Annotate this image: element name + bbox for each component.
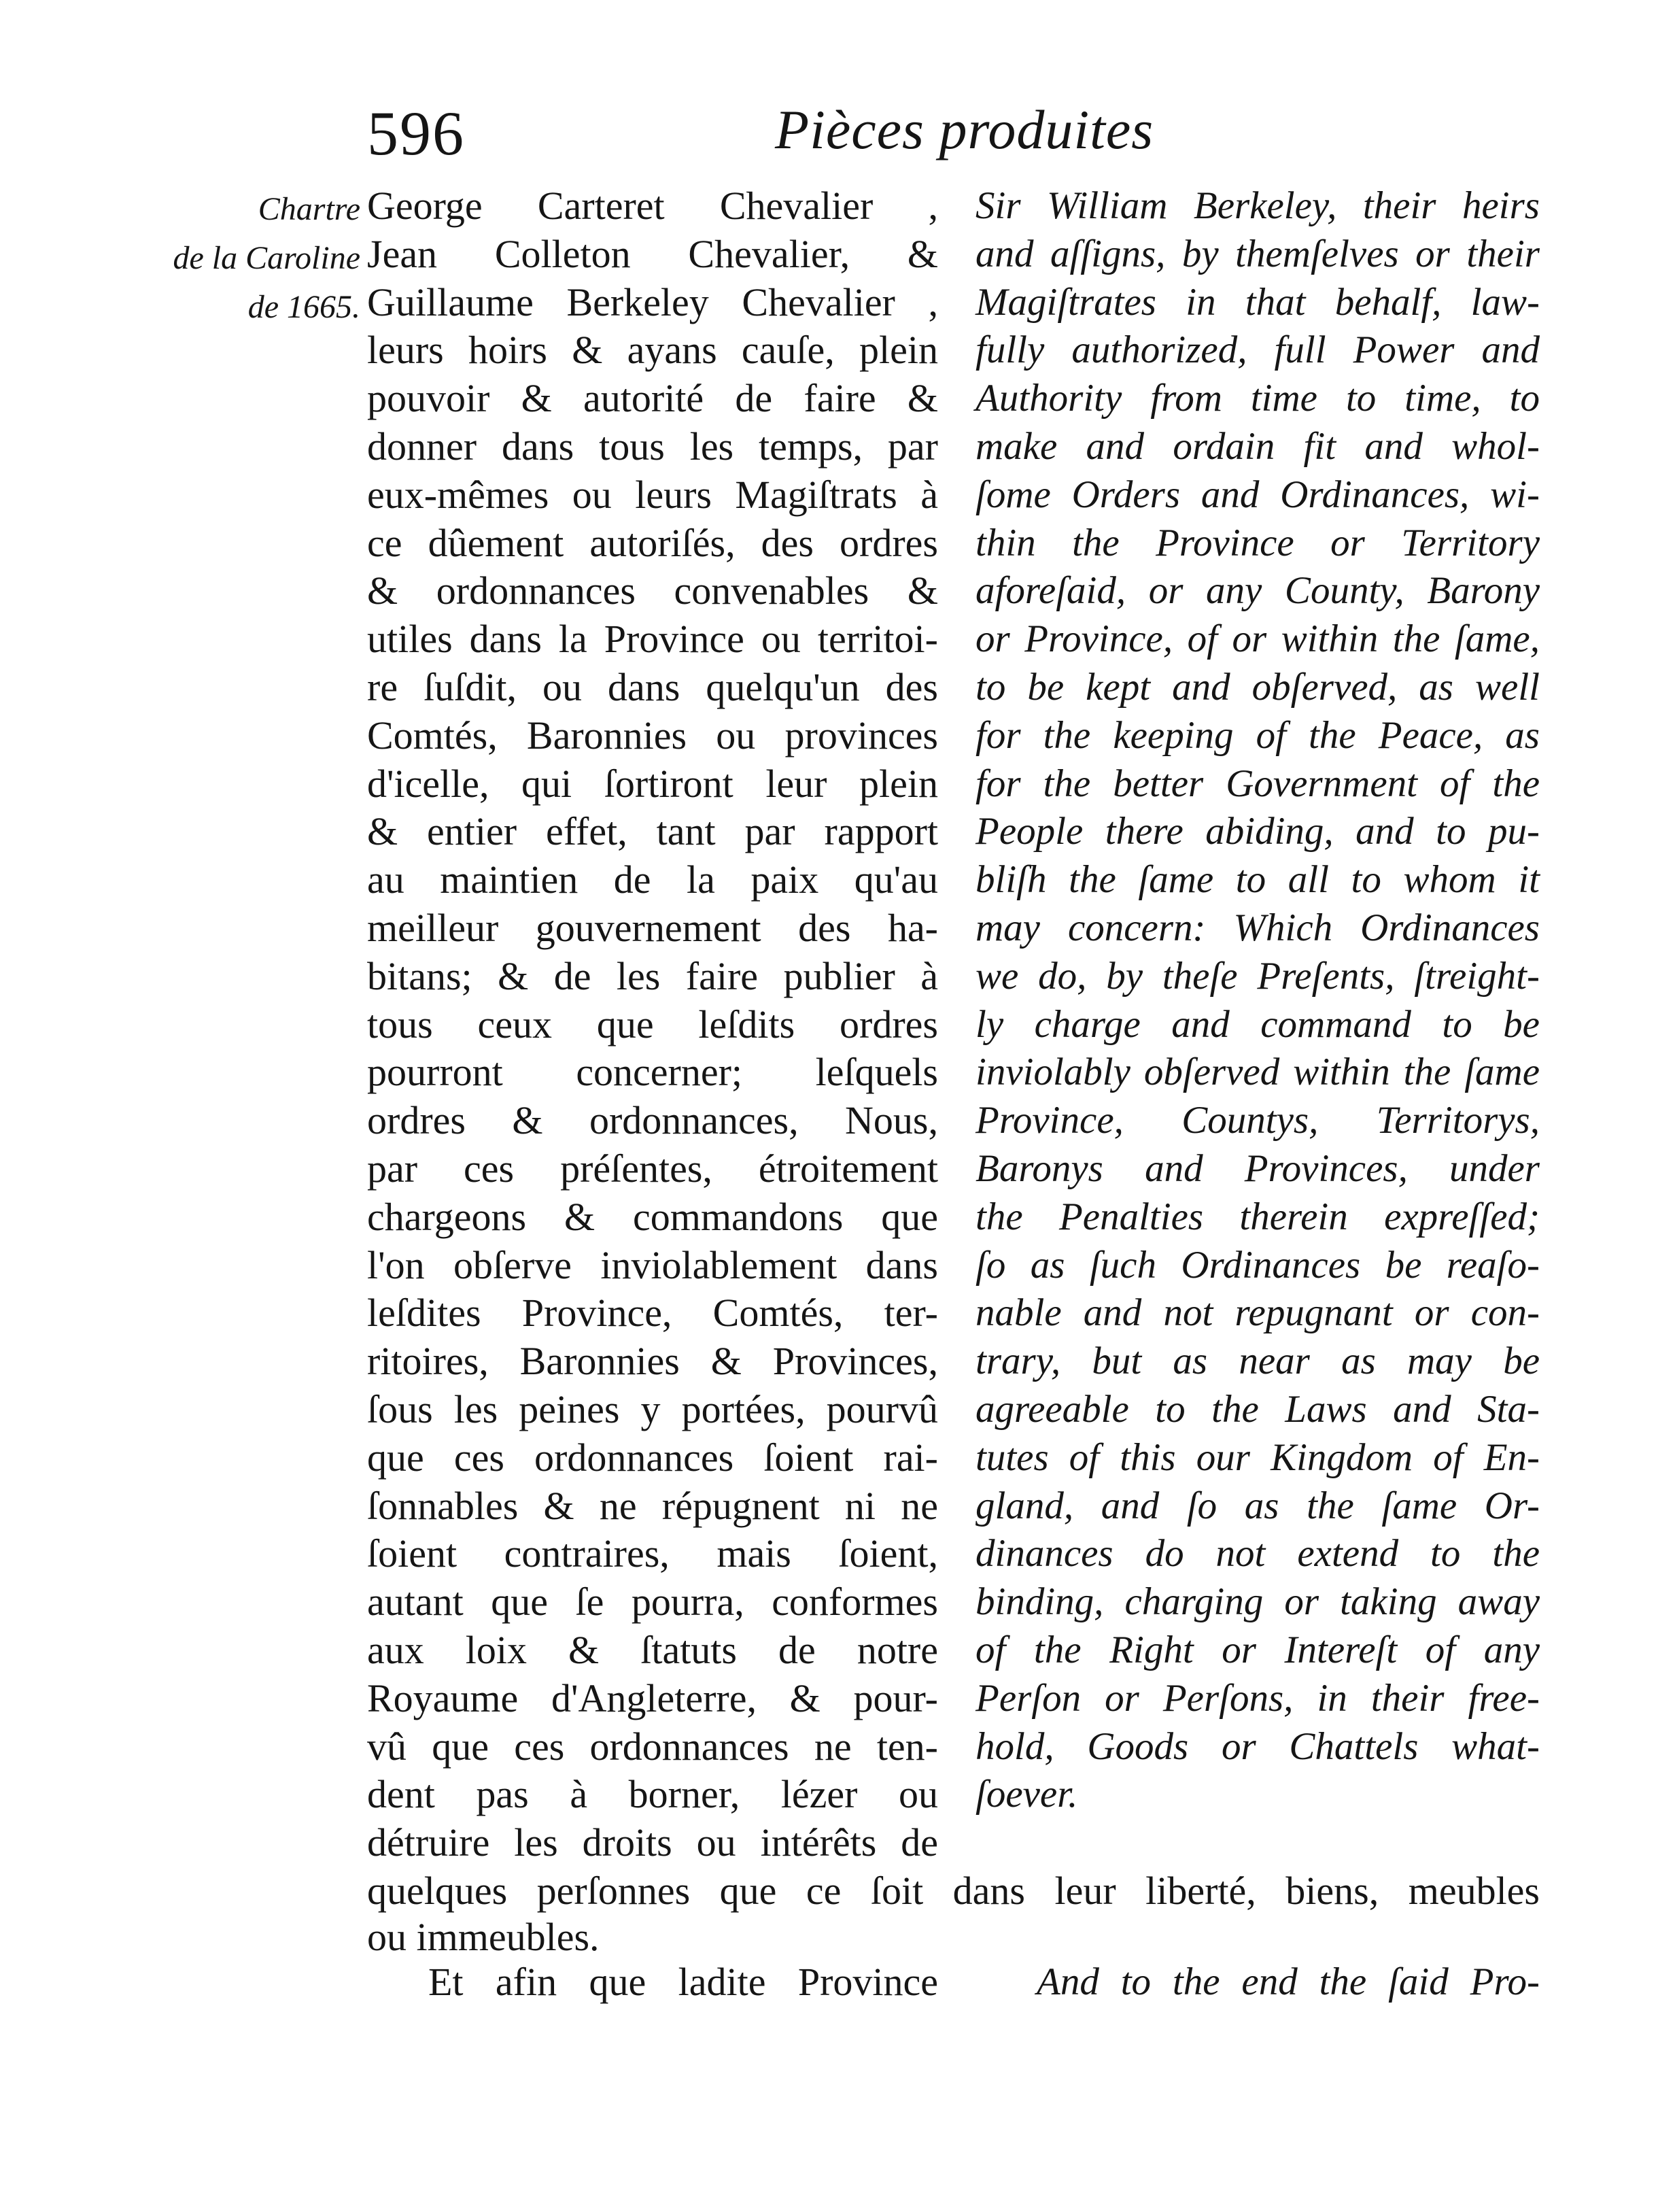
french-line: vû que ces ordonnances ne ten- (367, 1724, 938, 1769)
french-line: bitans; & de les faire publier à (367, 953, 938, 998)
french-line: par ces préſentes, étroitement (367, 1146, 938, 1191)
french-line: détruire les droits ou intérêts de (367, 1820, 938, 1865)
page-number: 596 (367, 99, 465, 168)
english-line: to be kept and obſerved, as well (975, 665, 1540, 709)
french-line: ſonnables & ne répugnent ni ne (367, 1483, 938, 1528)
french-line: & ordonnances convenables & (367, 568, 938, 613)
french-line: re ſuſdit, ou dans quelqu'un des (367, 664, 938, 709)
english-line: Perſon or Perſons, in their free- (975, 1676, 1540, 1720)
margin-note (102, 185, 360, 332)
french-line: autant que ſe pourra, conformes (367, 1580, 938, 1624)
french-line: donner dans tous les temps, par (367, 424, 938, 469)
english-line: hold, Goods or Chattels what- (975, 1724, 1540, 1768)
english-column (975, 182, 1540, 1819)
french-line: Comtés, Baronnies ou provinces (367, 713, 938, 758)
french-line: tous ceux que leſdits ordres (367, 1002, 938, 1047)
english-line: nable and not repugnant or con- (975, 1291, 1540, 1335)
english-line: inviolably obſerved within the ſame (975, 1051, 1540, 1094)
french-line: Guillaume Berkeley Chevalier , (367, 279, 938, 324)
french-paragraph-start: Et afin que ladite Province (428, 1960, 938, 2004)
french-line: au maintien de la paix qu'au (367, 857, 938, 902)
english-line: make and ordain fit and whol- (975, 424, 1540, 468)
full-width-line: ou immeubles. (367, 1915, 600, 1959)
french-line: l'on obſerve inviolablement dans (367, 1242, 938, 1287)
english-line: People there abiding, and to pu- (975, 810, 1540, 853)
english-paragraph-start: And to the end the ſaid Pro- (1037, 1960, 1540, 2003)
french-line: aux loix & ſtatuts de notre (367, 1627, 938, 1672)
french-line: leſdites Province, Comtés, ter- (367, 1291, 938, 1335)
french-line: ſous les peines y portées, pourvû (367, 1386, 938, 1431)
french-line: dent pas à borner, lézer ou (367, 1772, 938, 1817)
english-line: for the better Government of the (975, 762, 1540, 805)
english-line: Sir William Berkeley, their heirs (975, 184, 1540, 227)
english-line: dinances do not extend to the (975, 1532, 1540, 1576)
english-line: gland, and ſo as the ſame Or- (975, 1484, 1540, 1527)
english-line: thin the Province or Territory (975, 521, 1540, 564)
english-line: Province, Countys, Territorys, (975, 1099, 1540, 1142)
french-line: Royaume d'Angleterre, & pour- (367, 1675, 938, 1720)
french-line: chargeons & commandons que (367, 1194, 938, 1239)
running-title: Pièces produites (775, 99, 1154, 160)
english-line: ſo as ſuch Ordinances be reaſo- (975, 1243, 1540, 1287)
english-line: fully authorized, full Power and (975, 328, 1540, 372)
french-line: Jean Colleton Chevalier, & (367, 231, 938, 276)
english-line: we do, by theſe Preſents, ſtreight- (975, 954, 1540, 998)
english-line: trary, but as near as may be (975, 1340, 1540, 1383)
french-line: ce dûement autoriſés, des ordres (367, 520, 938, 565)
french-line: & entier effet, tant par rapport (367, 809, 938, 854)
french-line: d'icelle, qui ſortiront leur plein (367, 761, 938, 806)
full-width-line: quelques perſonnes que ce ſoit dans leur liberté, biens, meubles (367, 1869, 1540, 1913)
english-line: or Province, of or within the ſame, (975, 617, 1540, 661)
french-line: ordres & ordonnances, Nous, (367, 1098, 938, 1143)
french-line: ritoires, Baronnies & Provinces, (367, 1339, 938, 1384)
english-line: ſome Orders and Ordinances, wi- (975, 473, 1540, 516)
english-line: ſoever. (975, 1773, 1078, 1816)
french-column (367, 182, 938, 1867)
french-line: eux-mêmes ou leurs Magiſtrats à (367, 472, 938, 517)
english-line: for the keeping of the Peace, as (975, 713, 1540, 757)
french-line: meilleur gouvernement des ha- (367, 905, 938, 950)
english-line: and aſſigns, by themſelves or their (975, 232, 1540, 275)
french-line: ſoient contraires, mais ſoient, (367, 1531, 938, 1576)
french-line: George Carteret Chevalier , (367, 184, 938, 228)
english-line: may concern: Which Ordinances (975, 906, 1540, 949)
margin-note-line: de 1665. (247, 289, 360, 325)
english-line: Authority from time to time, to (975, 377, 1540, 420)
french-line: pouvoir & autorité de faire & (367, 376, 938, 421)
english-line: agreeable to the Laws and Sta- (975, 1387, 1540, 1431)
english-line: aforeſaid, or any County, Barony (975, 569, 1540, 613)
english-line: Baronys and Provinces, under (975, 1146, 1540, 1190)
margin-note-line: de la Caroline (173, 240, 360, 276)
french-line: utiles dans la Province ou territoi- (367, 617, 938, 662)
english-line: of the Right or Intereſt of any (975, 1628, 1540, 1671)
english-line: the Penalties therein expreſſed; (975, 1195, 1540, 1238)
margin-note-line: Chartre (258, 191, 360, 227)
french-line: pourront concerner; leſquels (367, 1050, 938, 1095)
french-line: que ces ordonnances ſoient rai- (367, 1435, 938, 1480)
english-line: ly charge and command to be (975, 1002, 1540, 1046)
english-line: Magiſtrates in that behalf, law- (975, 280, 1540, 324)
english-line: bliſh the ſame to all to whom it (975, 858, 1540, 902)
french-line: leurs hoirs & ayans cauſe, plein (367, 328, 938, 373)
english-line: tutes of this our Kingdom of En- (975, 1435, 1540, 1479)
english-line: binding, charging or taking away (975, 1580, 1540, 1624)
